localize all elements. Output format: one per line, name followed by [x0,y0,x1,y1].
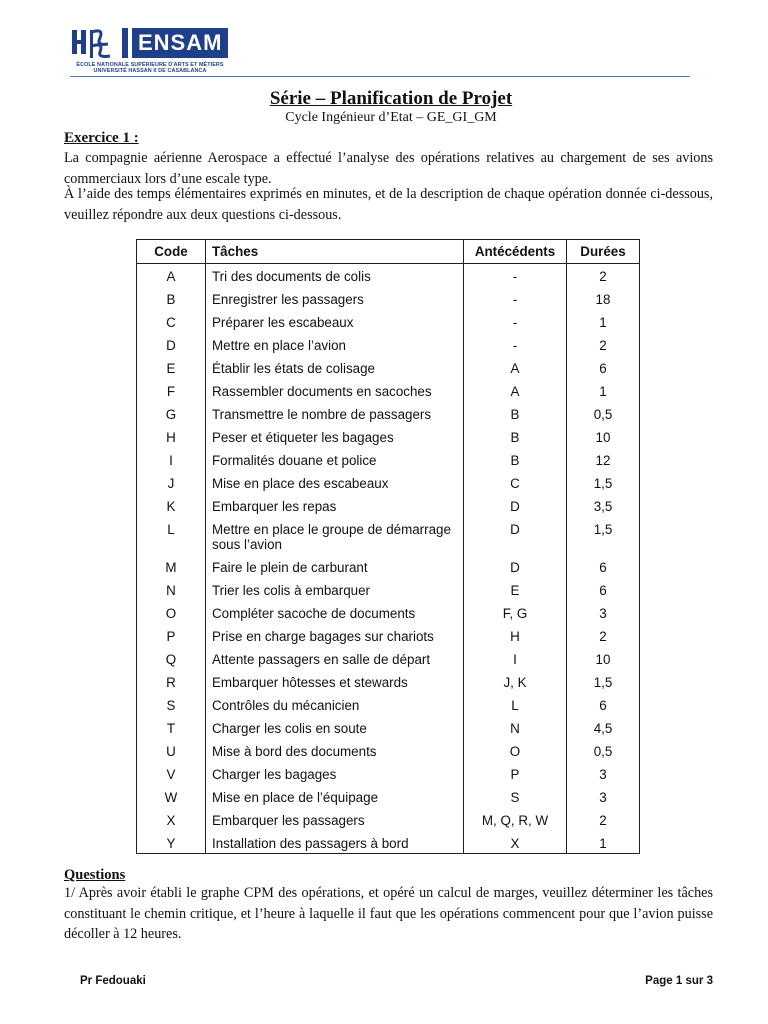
cell-code: H [137,425,206,448]
cell-code: V [137,762,206,785]
cell-task: Embarquer les passagers [206,808,464,831]
cell-code: J [137,471,206,494]
cell-antecedents: A [464,379,567,402]
ensam-logo [70,26,230,74]
cell-task: Charger les colis en soute [206,716,464,739]
cell-task: Trier les colis à embarquer [206,578,464,601]
exercise-paragraph-1: La compagnie aérienne Aerospace a effectué l’analyse des opérations relatives au chargement de ses avions commerciaux lors d’une escale type. [64,150,713,187]
cell-antecedents: L [464,693,567,716]
cell-duration: 1,5 [567,517,640,555]
cell-code: O [137,601,206,624]
header-code: Code [137,240,206,264]
page-sep: sur [685,975,704,987]
cell-antecedents: B [464,402,567,425]
cell-duration: 1 [567,379,640,402]
cell-antecedents: D [464,555,567,578]
exercise-paragraph-2: À l’aide des temps élémentaires exprimés en minutes, et de la description de chaque opération donnée ci-dessous, veuillez répondre aux deux questions ci-dessous. [64,186,713,223]
logo-subtitle [70,62,230,74]
cell-antecedents: C [464,471,567,494]
cell-code: E [137,356,206,379]
cell-code: K [137,494,206,517]
table-row [137,310,640,333]
university-emblem-icon [70,28,118,60]
table-row [137,670,640,693]
cell-duration: 3 [567,785,640,808]
cell-antecedents: B [464,448,567,471]
table-row [137,739,640,762]
cell-antecedents: E [464,578,567,601]
cell-code: I [137,448,206,471]
table-row [137,494,640,517]
cell-duration: 2 [567,624,640,647]
cell-antecedents: - [464,287,567,310]
logo-line-1: ÉCOLE NATIONALE SUPÉRIEURE D'ARTS ET MÉTIERS [76,62,224,68]
logo-wordmark: ENSAM [132,28,228,58]
cell-task: Transmettre le nombre de passagers [206,402,464,425]
cell-code: N [137,578,206,601]
table-row [137,333,640,356]
cell-code: R [137,670,206,693]
page-total: 3 [706,975,713,987]
header-divider [70,76,690,77]
cell-task: Rassembler documents en sacoches [206,379,464,402]
question-1: 1/ Après avoir établi le graphe CPM des opérations, et opéré un calcul de marges, veuillez déterminer les tâches constituant le chemin critique, et l’heure à laquelle il faut que les opérations commencent pour que l’avion puisse décoller à 12 heures. [64,885,713,942]
cell-duration: 1,5 [567,471,640,494]
cell-task: Mettre en place le groupe de démarrage sous l’avion [206,517,464,555]
cell-duration: 18 [567,287,640,310]
table-row [137,578,640,601]
cell-task: Charger les bagages [206,762,464,785]
table-row [137,808,640,831]
table-row [137,264,640,287]
cell-task: Mettre en place l’avion [206,333,464,356]
table-row [137,402,640,425]
cell-duration: 1 [567,310,640,333]
cell-antecedents: D [464,517,567,555]
table-row [137,716,640,739]
cell-duration: 1,5 [567,670,640,693]
cell-code: D [137,333,206,356]
cell-antecedents: O [464,739,567,762]
cell-task: Formalités douane et police [206,448,464,471]
table-header-row [137,240,640,264]
footer-author: Pr Fedouaki [80,975,146,987]
cell-duration: 6 [567,693,640,716]
table-row [137,356,640,379]
cell-task: Embarquer hôtesses et stewards [206,670,464,693]
page-current: 1 [675,975,683,987]
cell-code: Y [137,831,206,854]
table-row [137,831,640,854]
cell-task: Tri des documents de colis [206,264,464,287]
cell-duration: 12 [567,448,640,471]
cell-task: Faire le plein de carburant [206,555,464,578]
cell-code: W [137,785,206,808]
cell-antecedents: H [464,624,567,647]
cell-task: Embarquer les repas [206,494,464,517]
cell-duration: 10 [567,425,640,448]
logo-divider [122,28,128,58]
page-title: Série – Planification de Projet [269,88,513,109]
cell-task: Peser et étiqueter les bagages [206,425,464,448]
page-subtitle: Cycle Ingénieur d’Etat – GE_GI_GM [285,110,497,125]
cell-task: Établir les états de colisage [206,356,464,379]
cell-code: C [137,310,206,333]
cell-code: A [137,264,206,287]
table-row [137,287,640,310]
cell-task: Attente passagers en salle de départ [206,647,464,670]
cell-duration: 3,5 [567,494,640,517]
cell-code: L [137,517,206,555]
table-row [137,601,640,624]
exercise-heading: Exercice 1 : [64,130,139,146]
cell-duration: 6 [567,578,640,601]
questions-heading: Questions [64,867,126,883]
cell-antecedents: M, Q, R, W [464,808,567,831]
table-row [137,624,640,647]
cell-duration: 2 [567,333,640,356]
footer-page-number [645,975,713,987]
page-label: Page [645,975,673,987]
cell-task: Installation des passagers à bord [206,831,464,854]
cell-task: Préparer les escabeaux [206,310,464,333]
cell-antecedents: N [464,716,567,739]
operations-table [136,239,640,854]
cell-duration: 3 [567,762,640,785]
cell-code: B [137,287,206,310]
table-row [137,693,640,716]
cell-antecedents: B [464,425,567,448]
cell-task: Mise en place de l’équipage [206,785,464,808]
cell-task: Enregistrer les passagers [206,287,464,310]
cell-antecedents: F, G [464,601,567,624]
cell-duration: 6 [567,555,640,578]
cell-antecedents: J, K [464,670,567,693]
cell-code: Q [137,647,206,670]
table-row [137,762,640,785]
cell-duration: 3 [567,601,640,624]
cell-task: Mise à bord des documents [206,739,464,762]
cell-task: Contrôles du mécanicien [206,693,464,716]
cell-antecedents: A [464,356,567,379]
cell-antecedents: - [464,310,567,333]
table-row [137,448,640,471]
header-antecedents: Antécédents [464,240,567,264]
cell-code: P [137,624,206,647]
cell-code: X [137,808,206,831]
cell-antecedents: X [464,831,567,854]
cell-duration: 10 [567,647,640,670]
cell-antecedents: P [464,762,567,785]
cell-antecedents: - [464,264,567,287]
cell-task: Prise en charge bagages sur chariots [206,624,464,647]
cell-duration: 4,5 [567,716,640,739]
cell-antecedents: D [464,494,567,517]
cell-code: U [137,739,206,762]
cell-duration: 2 [567,264,640,287]
table-row [137,555,640,578]
cell-code: M [137,555,206,578]
table-row [137,425,640,448]
table-row [137,379,640,402]
cell-task: Mise en place des escabeaux [206,471,464,494]
table-row [137,647,640,670]
cell-code: T [137,716,206,739]
cell-duration: 1 [567,831,640,854]
cell-duration: 0,5 [567,739,640,762]
header-tasks: Tâches [206,240,464,264]
cell-antecedents: - [464,333,567,356]
table-row [137,517,640,555]
cell-duration: 0,5 [567,402,640,425]
cell-duration: 2 [567,808,640,831]
cell-task: Compléter sacoche de documents [206,601,464,624]
cell-antecedents: I [464,647,567,670]
cell-code: G [137,402,206,425]
table-row [137,471,640,494]
cell-antecedents: S [464,785,567,808]
cell-duration: 6 [567,356,640,379]
cell-code: F [137,379,206,402]
header-durations: Durées [567,240,640,264]
table-row [137,785,640,808]
logo-line-2: UNIVERSITÉ HASSAN II DE CASABLANCA [93,68,207,75]
cell-code: S [137,693,206,716]
